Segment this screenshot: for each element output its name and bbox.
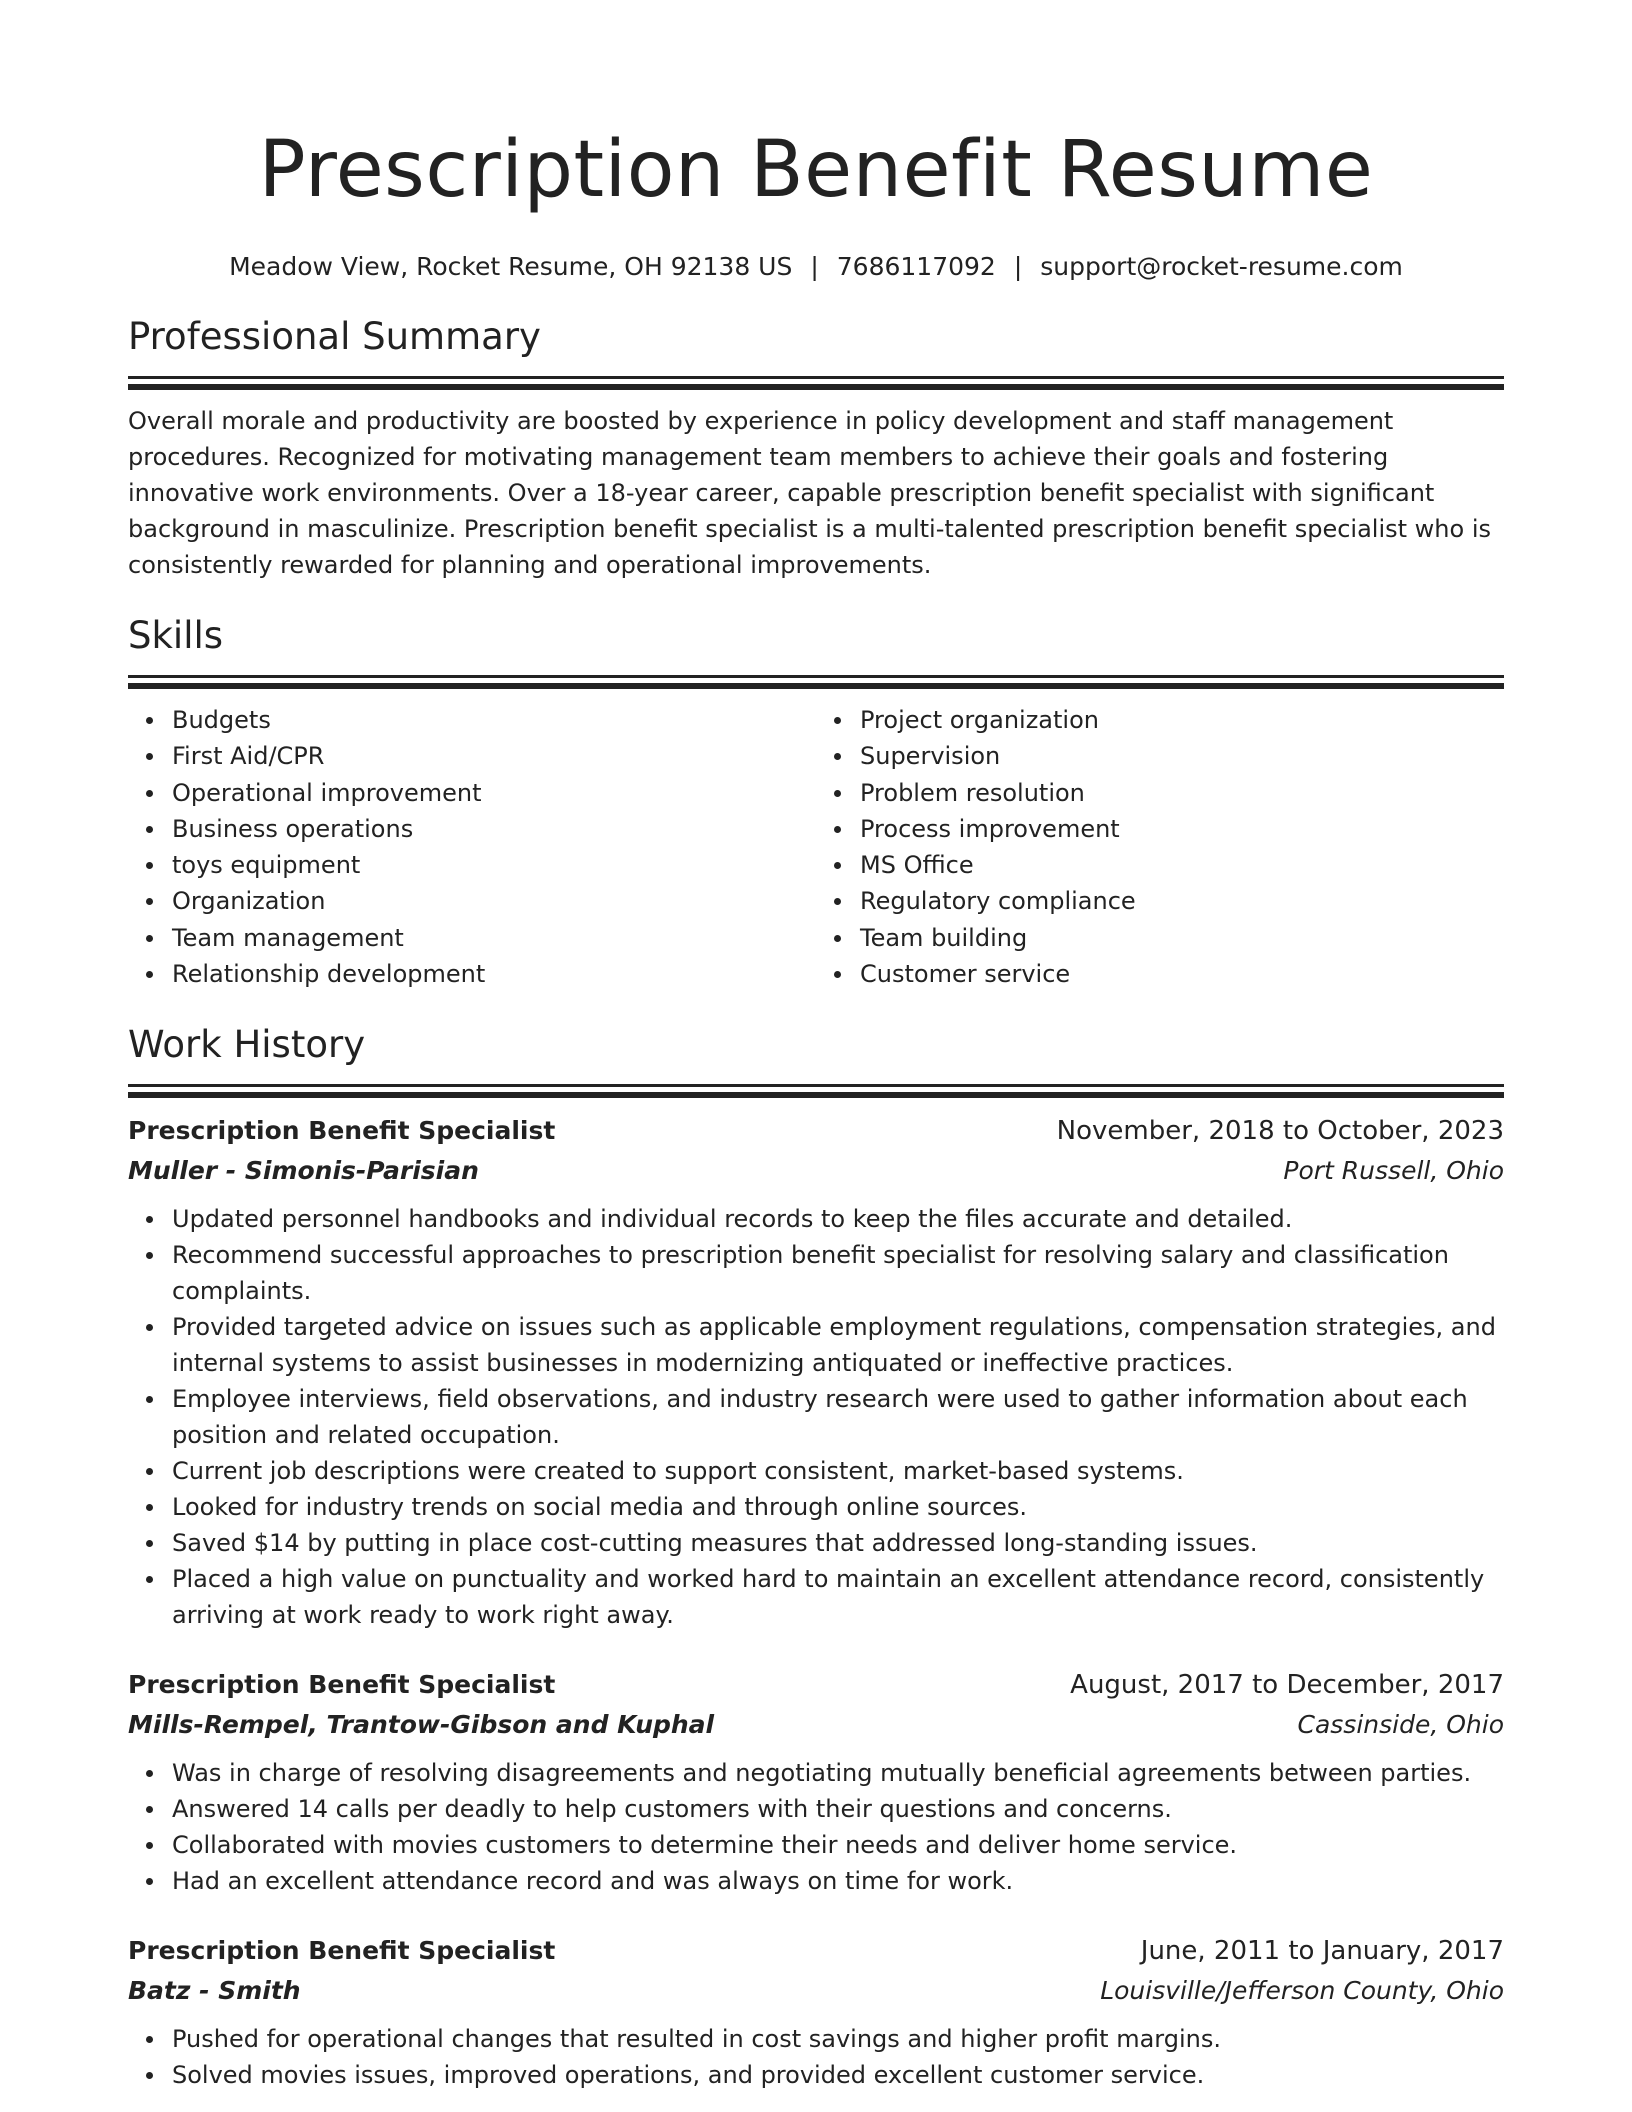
job-bullets <box>128 1201 1504 1633</box>
skill-item: Process improvement <box>860 811 1504 847</box>
summary-heading: Professional Summary <box>128 315 541 358</box>
job-location: Port Russell, Ohio <box>1283 1156 1504 1186</box>
job-company: Mills-Rempel, Trantow-Gibson and Kuphal <box>128 1710 715 1740</box>
job-bullet: Updated personnel handbooks and individual records to keep the files accurate and detailed. <box>172 1201 1504 1237</box>
job-company-row <box>128 1971 1504 2011</box>
job-title: Prescription Benefit Specialist <box>128 1116 556 1146</box>
work-history-heading: Work History <box>128 1023 366 1067</box>
skills-section <box>128 611 1504 992</box>
job-entry <box>128 1111 1504 1633</box>
job-bullet: Pushed for operational changes that resulted in cost savings and higher profit margins. <box>172 2021 1504 2057</box>
job-header-row <box>128 1665 1504 1705</box>
summary-section <box>128 312 1504 583</box>
skill-item: Team management <box>172 920 816 956</box>
contact-line <box>128 250 1504 284</box>
skill-item: toys equipment <box>172 847 816 883</box>
job-title: Prescription Benefit Specialist <box>128 1936 556 1966</box>
job-bullet: Solved movies issues, improved operations, and provided excellent customer service. <box>172 2057 1504 2093</box>
job-dates: November, 2018 to October, 2023 <box>1056 1116 1504 1147</box>
contact-email: support@rocket-resume.com <box>1040 252 1403 281</box>
work-history-body <box>128 1111 1504 2093</box>
job-bullet: Had an excellent attendance record and was always on time for work. <box>172 1863 1504 1899</box>
skill-item: Relationship development <box>172 956 816 992</box>
skills-list-left <box>128 702 816 992</box>
job-company-row <box>128 1705 1504 1745</box>
work-history-section <box>128 1020 1504 2093</box>
contact-phone: 7686117092 <box>836 252 996 281</box>
contact-separator: | <box>1013 252 1023 281</box>
skill-item: Organization <box>172 883 816 919</box>
skill-item: Customer service <box>860 956 1504 992</box>
skill-item: MS Office <box>860 847 1504 883</box>
job-entry <box>128 1931 1504 2093</box>
skill-item: Supervision <box>860 738 1504 774</box>
job-title: Prescription Benefit Specialist <box>128 1670 556 1700</box>
summary-text: Overall morale and productivity are boosted by experience in policy development and staff management procedures. Recognized for motivating management team members to achieve their goals and fostering innovative work environments. Over a 18-year career, capable prescription benefit specialist with significant background in masculinize. Prescription benefit specialist is a multi-talented prescription benefit specialist who is consistently rewarded for planning and operational improvements. <box>128 407 1491 579</box>
job-location: Cassinside, Ohio <box>1297 1710 1504 1740</box>
job-entry <box>128 1665 1504 1899</box>
job-bullet: Provided targeted advice on issues such as applicable employment regulations, compensation strategies, and internal systems to assist businesses in modernizing antiquated or ineffective practices. <box>172 1309 1504 1381</box>
skills-grid <box>128 702 1504 992</box>
section-divider <box>128 1084 1504 1087</box>
job-dates: August, 2017 to December, 2017 <box>1070 1670 1504 1701</box>
job-location: Louisville/Jefferson County, Ohio <box>1100 1976 1504 2006</box>
job-bullets <box>128 2021 1504 2093</box>
job-bullet: Placed a high value on punctuality and worked hard to maintain an excellent attendance record, consistently arriving at work ready to work right away. <box>172 1561 1504 1633</box>
job-bullet: Collaborated with movies customers to determine their needs and deliver home service. <box>172 1827 1504 1863</box>
job-dates: June, 2011 to January, 2017 <box>1140 1936 1504 1967</box>
contact-address: Meadow View, Rocket Resume, OH 92138 US <box>229 252 793 281</box>
skill-item: Team building <box>860 920 1504 956</box>
skill-item: Operational improvement <box>172 775 816 811</box>
job-bullet: Answered 14 calls per deadly to help customers with their questions and concerns. <box>172 1791 1504 1827</box>
skill-item: Project organization <box>860 702 1504 738</box>
job-bullets <box>128 1755 1504 1899</box>
job-bullet: Saved $14 by putting in place cost-cutting measures that addressed long-standing issues. <box>172 1525 1504 1561</box>
job-company: Batz - Smith <box>128 1976 301 2006</box>
section-divider <box>128 675 1504 678</box>
job-bullet: Employee interviews, field observations, and industry research were used to gather information about each position and related occupation. <box>172 1381 1504 1453</box>
job-bullet: Was in charge of resolving disagreements and negotiating mutually beneficial agreements between parties. <box>172 1755 1504 1791</box>
resume-title: Prescription Benefit Resume <box>258 125 1374 215</box>
job-company: Muller - Simonis-Parisian <box>128 1156 479 1186</box>
skill-item: Budgets <box>172 702 816 738</box>
skill-item: Problem resolution <box>860 775 1504 811</box>
job-bullet: Current job descriptions were created to support consistent, market-based systems. <box>172 1453 1504 1489</box>
skills-heading: Skills <box>128 614 224 657</box>
job-company-row <box>128 1151 1504 1191</box>
skill-item: First Aid/CPR <box>172 738 816 774</box>
job-bullet: Looked for industry trends on social media and through online sources. <box>172 1489 1504 1525</box>
skills-list-right <box>816 702 1504 992</box>
job-header-row <box>128 1931 1504 1971</box>
skill-item: Business operations <box>172 811 816 847</box>
skill-item: Regulatory compliance <box>860 883 1504 919</box>
contact-separator: | <box>810 252 819 281</box>
section-divider <box>128 376 1504 379</box>
job-bullet: Recommend successful approaches to prescription benefit specialist for resolving salary and classification complaints. <box>172 1237 1504 1309</box>
job-header-row <box>128 1111 1504 1151</box>
summary-body <box>128 403 1504 583</box>
